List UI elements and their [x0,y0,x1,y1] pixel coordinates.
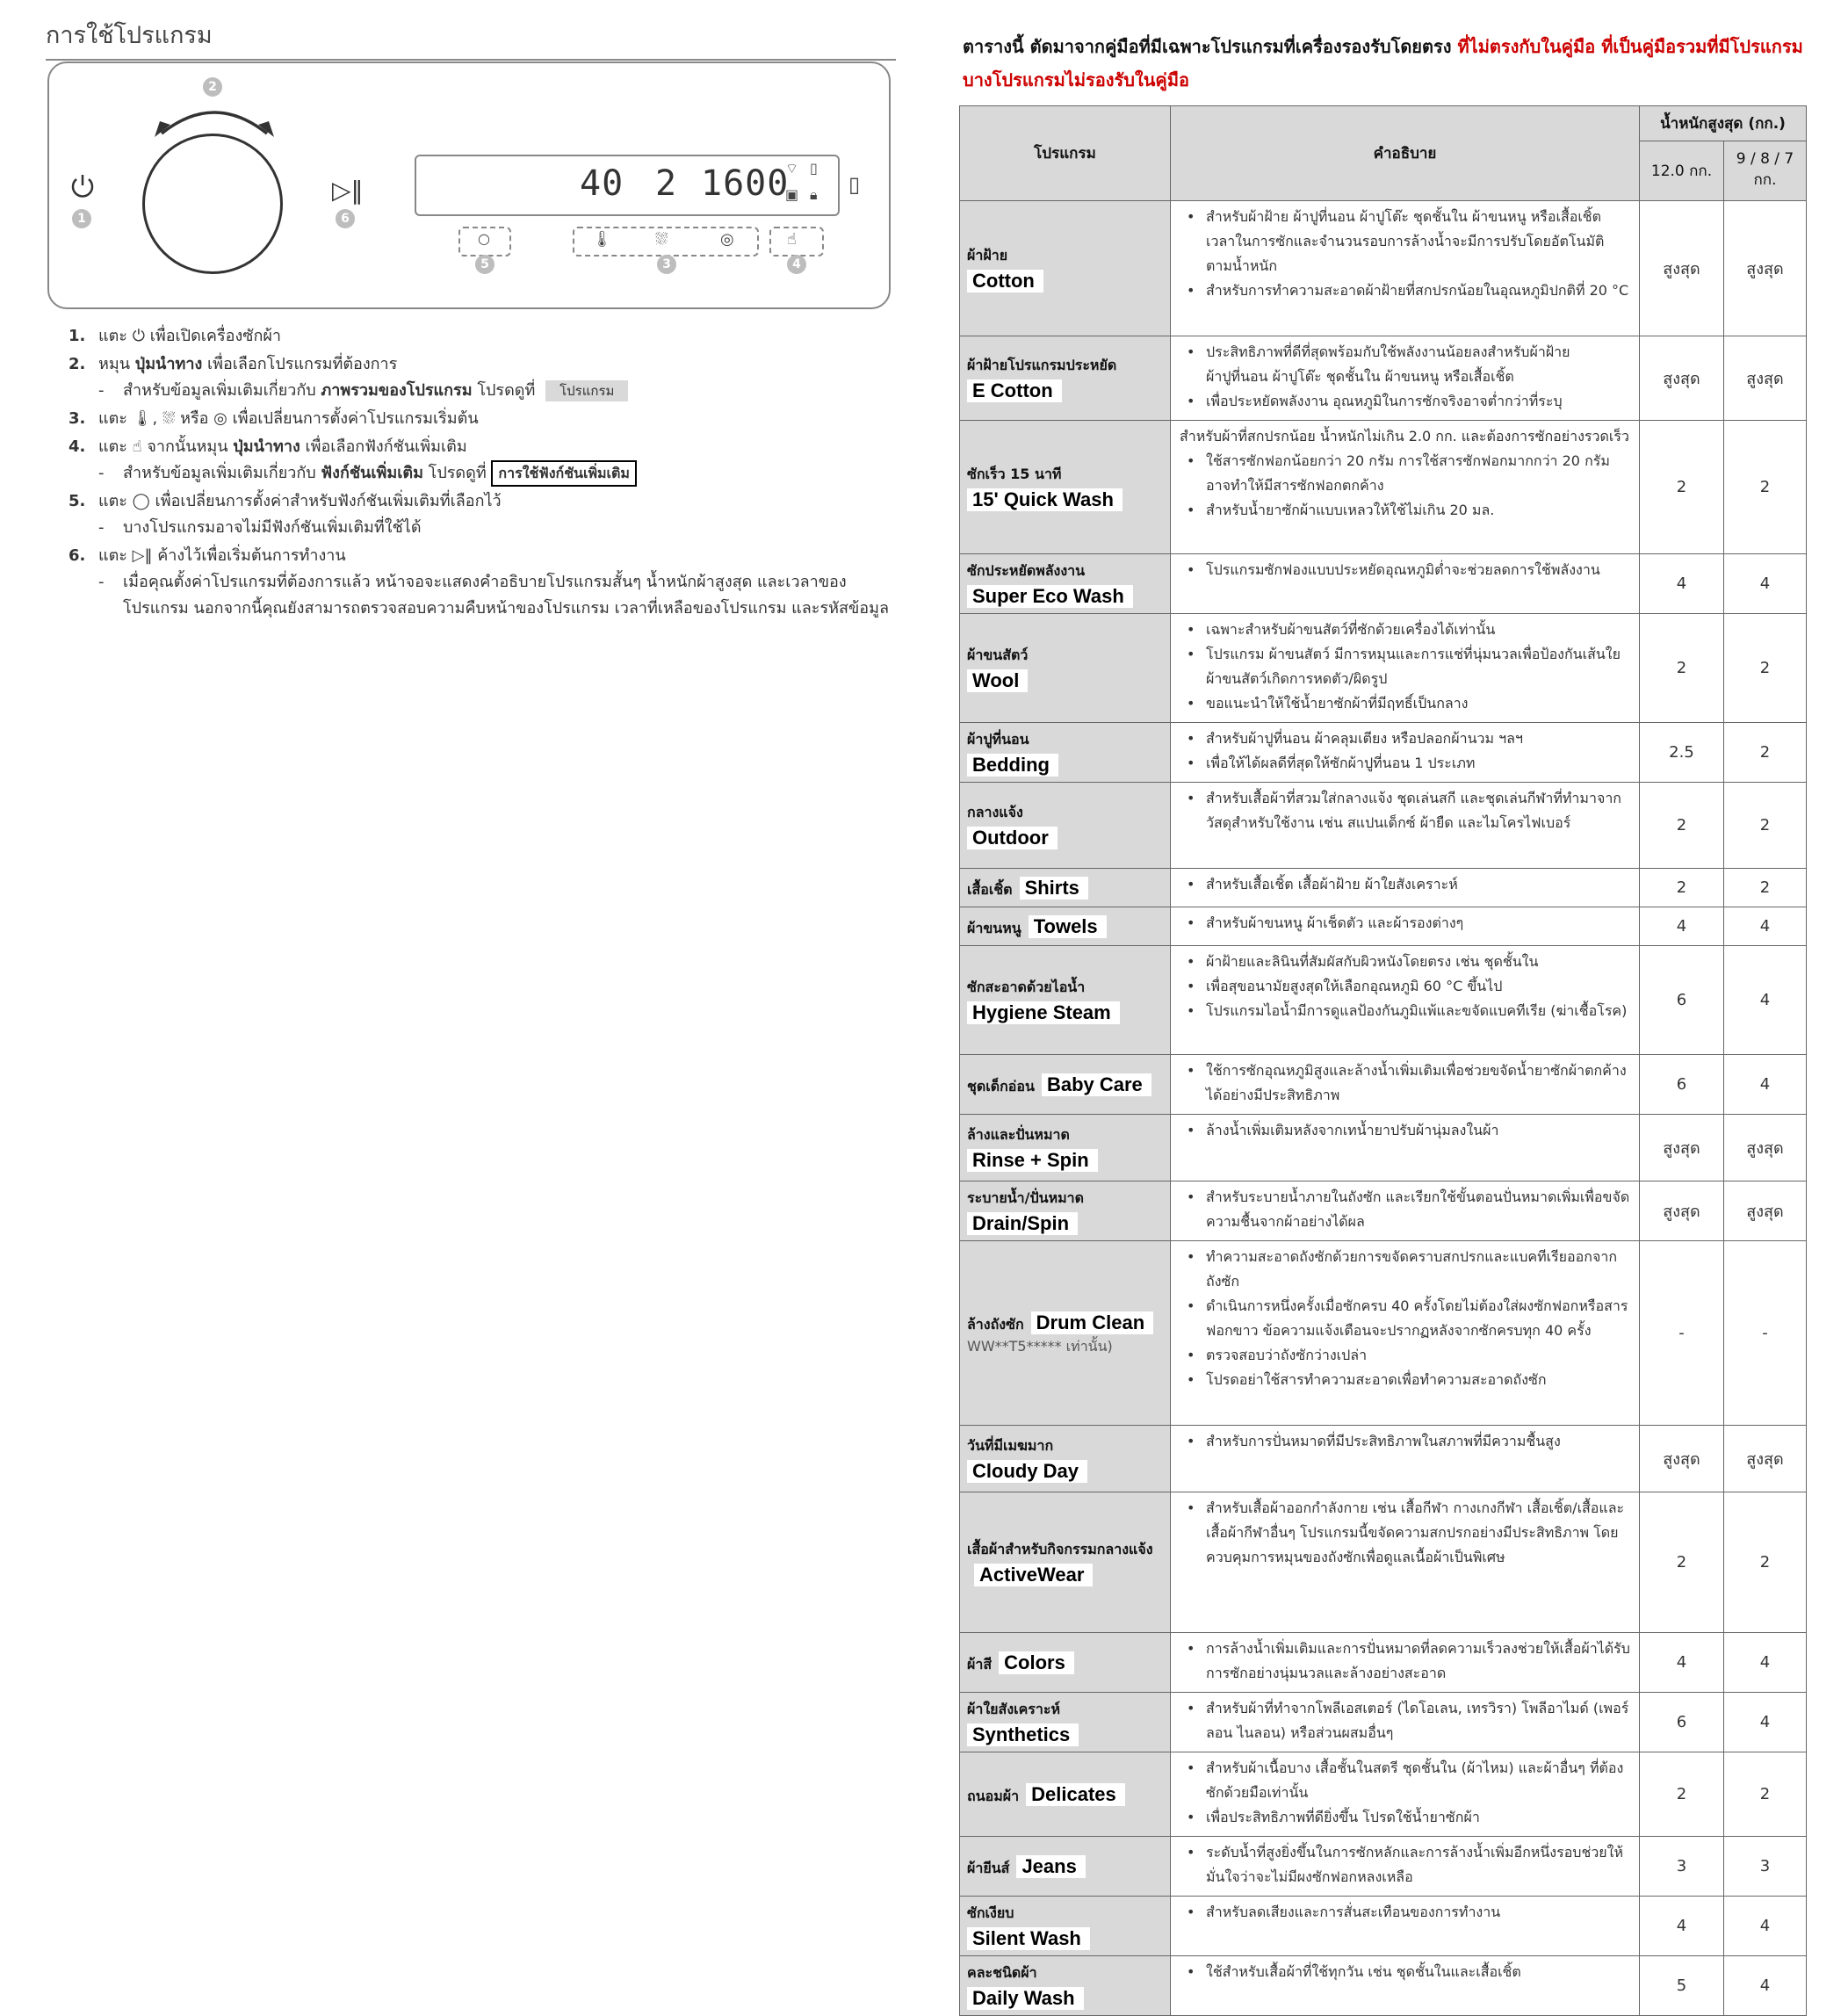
settings-button-group [573,227,759,257]
left-section [46,16,896,61]
max-weight-12kg: 2 [1640,1752,1724,1837]
program-english-name: Daily Wash [967,1987,1084,2010]
table-row [960,869,1807,907]
program-thai-name: ซักประหยัดพลังงาน [967,561,1086,579]
program-thai-name: ซักสะอาดด้วยไอน้ำ [967,978,1086,995]
smart-check-icon: ▣ [785,186,799,203]
description-bullet: • เฉพาะสำหรับผ้าขนสัตว์ที่ซักด้วยเครื่องได้เท่านั้น [1180,618,1630,642]
program-english-name: Outdoor [967,827,1058,849]
start-pause-icon: ▷‖ [332,176,364,205]
description-bullet: • ประสิทธิภาพที่ดีที่สุดพร้อมกับใช้พลังงานน้อยลงสำหรับผ้าฝ้าย ผ้าปูที่นอน ผ้าปูโต๊ะ ชุดชั้นใน ผ้าขนหนู หรือเสื้อเชิ้ต [1180,340,1630,389]
table-row [960,554,1807,614]
program-thai-name: ผ้าสี [967,1656,993,1673]
max-weight-987kg: สูงสุด [1724,336,1807,421]
max-weight-987kg: 4 [1724,1956,1807,2016]
program-english-name: Towels [1029,915,1107,938]
program-description-cell [1171,1055,1640,1115]
marker-5: 5 [475,255,494,274]
description-list [1180,618,1630,716]
marker-2: 2 [203,77,222,97]
max-weight-987kg: 4 [1724,1693,1807,1752]
description-bullet: • ล้างน้ำเพิ่มเติมหลังจากเทน้ำยาปรับผ้านุ่มลงในผ้า [1180,1118,1630,1143]
header-description: คำอธิบาย [1171,106,1640,201]
step-4-note: - สำหรับข้อมูลเพิ่มเติมเกี่ยวกับ ฟังก์ชันเพิ่มเติม โปรดดูที่ การใช้ฟังก์ชันเพิ่มเติม [69,460,903,487]
spin-icon: ◎ [720,230,734,249]
max-weight-12kg: 6 [1640,1055,1724,1115]
program-thai-name: ผ้าฝ้าย [967,246,1008,264]
description-list [1180,205,1630,303]
program-english-name: Super Eco Wash [967,585,1133,608]
program-thai-name: ล้างถังซัก [967,1315,1024,1333]
table-row [960,1837,1807,1897]
power-icon: ⏻ [132,327,145,345]
program-name-cell [960,1426,1171,1492]
max-weight-987kg: - [1724,1241,1807,1426]
max-weight-987kg: 4 [1724,946,1807,1055]
description-list [1180,1696,1630,1745]
program-name-cell [960,1752,1171,1837]
table-row [960,1956,1807,2016]
step-6: 6. แตะ ▷‖ ค้างไว้เพื่อเริ่มต้นการทำงาน [69,546,346,565]
description-list [1180,1637,1630,1686]
program-name-cell [960,201,1171,336]
max-weight-12kg: 2 [1640,783,1724,869]
description-bullet: • สำหรับเสื้อเชิ้ต เสื้อผ้าฝ้าย ผ้าใยสังเคราะห์ [1180,872,1630,897]
program-thai-name: วันที่มีเมฆมาก [967,1436,1054,1454]
description-list [1180,1185,1630,1234]
description-bullet: • ทำความสะอาดถังซักด้วยการขจัดคราบสกปรกและแบคทีเรียออกจากถังซัก [1180,1245,1630,1294]
program-name-cell [960,723,1171,783]
description-list [1180,1756,1630,1830]
max-weight-987kg: 2 [1724,869,1807,907]
step-5: 5. แตะ ◯ เพื่อเปลี่ยนการตั้งค่าสำหรับฟังก์ชันเพิ่มเติมที่เลือกไว้ [69,492,502,510]
program-name-cell [960,1837,1171,1897]
table-row [960,1055,1807,1115]
instruction-steps [69,323,903,622]
max-weight-12kg: 4 [1640,907,1724,946]
program-description-cell [1171,1752,1640,1837]
description-bullet: • ตรวจสอบว่าถังซักว่างเปล่า [1180,1343,1630,1368]
program-description-cell [1171,907,1640,946]
step-5-note: - บางโปรแกรมอาจไม่มีฟังก์ชันเพิ่มเติมที่ใช้ได้ [69,515,903,541]
child-lock-icon: 🔒︎ [810,186,818,203]
max-weight-987kg: สูงสุด [1724,1115,1807,1181]
description-bullet: • ดำเนินการหนึ่งครั้งเมื่อซักครบ 40 ครั้งโดยไม่ต้องใส่ผงซักฟอกหรือสารฟอกขาว ข้อความแจ้งเตือนจะปรากฏหลังจากซักครบทุก 40 ครั้ง [1180,1294,1630,1343]
program-thai-name: ผ้าขนสัตว์ [967,646,1029,663]
option-button-group [458,227,511,257]
program-thai-name: ผ้าใยสังเคราะห์ [967,1700,1061,1717]
program-english-name: Rinse + Spin [967,1149,1098,1172]
table-row [960,1693,1807,1752]
program-description-cell [1171,869,1640,907]
program-table [959,105,1807,2016]
table-row [960,1752,1807,1837]
program-name-cell [960,783,1171,869]
description-list [1180,911,1630,936]
program-english-name: Cloudy Day [967,1460,1087,1483]
description-intro: สำหรับผ้าที่สกปรกน้อย น้ำหนักไม่เกิน 2.0 กก. และต้องการซักอย่างรวดเร็ว [1180,428,1629,444]
program-description-cell [1171,1956,1640,2016]
section-title: การใช้โปรแกรม [46,16,896,61]
header-987kg: 9 / 8 / 7 กก. [1724,141,1807,201]
description-bullet: • สำหรับการทำความสะอาดผ้าฝ้ายที่สกปรกน้อยในอุณหภูมิปกติที่ 20 °C [1180,278,1630,303]
header-program: โปรแกรม [960,106,1171,201]
description-bullet: • เพื่อประหยัดพลังงาน อุณหภูมิในการซักจริงอาจต่ำกว่าที่ระบุ [1180,389,1630,414]
description-list [1180,1429,1630,1454]
program-name-cell [960,1693,1171,1752]
max-weight-987kg: 4 [1724,554,1807,614]
max-weight-987kg: สูงสุด [1724,1426,1807,1492]
program-thai-name: ถนอมผ้า [967,1788,1020,1804]
description-bullet: • โปรแกรม ผ้าขนสัตว์ มีการหมุนและการแช่ที่นุ่มนวลเพื่อป้องกันเส้นใยผ้าขนสัตว์เกิดการหดตัว/ผิดรูป [1180,642,1630,691]
max-weight-12kg: 6 [1640,946,1724,1055]
program-description-cell [1171,1492,1640,1633]
program-thai-name: ระบายน้ำ/ปั่นหมาด [967,1189,1085,1206]
program-description-cell [1171,783,1640,869]
table-row [960,1241,1807,1426]
max-weight-12kg: สูงสุด [1640,336,1724,421]
option-select-group [769,227,824,257]
table-row [960,723,1807,783]
description-bullet: • เพื่อสุขอนามัยสูงสุดให้เลือกอุณหภูมิ 60 °C ขึ้นไป [1180,974,1630,999]
hand-touch-icon: ☝ [787,230,797,249]
description-bullet: • สำหรับผ้าขนหนู ผ้าเช็ดตัว และผ้ารองต่างๆ [1180,911,1630,936]
rotate-arrow-icon [153,98,276,137]
step-1: 1. แตะ ⏻ เพื่อเปิดเครื่องซักผ้า [69,323,903,350]
program-description-cell [1171,554,1640,614]
max-weight-12kg: 2 [1640,1492,1724,1633]
table-row [960,1492,1807,1633]
max-weight-12kg: - [1640,1241,1724,1426]
description-list [1180,950,1630,1023]
description-bullet: • โปรแกรมซักฟองแบบประหยัดอุณหภูมิต่ำจะช่วยลดการใช้พลังงาน [1180,558,1630,582]
program-thai-name: เสื้อเชิ้ต [967,881,1013,898]
max-weight-987kg: สูงสุด [1724,201,1807,336]
program-description-cell [1171,1181,1640,1241]
max-weight-12kg: สูงสุด [1640,201,1724,336]
display-spin: 1600 [701,163,790,204]
step-2-note: - สำหรับข้อมูลเพิ่มเติมเกี่ยวกับ ภาพรวมของโปรแกรม โปรดดูที่ โปรแกรม [69,378,903,404]
temperature-icon: 🌡︎ [592,230,612,249]
smart-control-icon: ▯ [848,172,861,197]
header-12kg: 12.0 กก. [1640,141,1724,201]
description-list [1180,872,1630,897]
max-weight-987kg: 4 [1724,1055,1807,1115]
table-row [960,1426,1807,1492]
max-weight-987kg: 4 [1724,907,1807,946]
display-screen [415,155,840,216]
program-english-name: Shirts [1020,877,1088,900]
description-list [1180,1059,1630,1108]
display-temp: 40 [580,163,624,204]
description-bullet: • ระดับน้ำที่สูงยิ่งขึ้นในการซักหลักและการล้างน้ำเพิ่มอีกหนึ่งรอบช่วยให้มั่นใจว่าจะไม่มีผงซักฟอกหลงเหลือ [1180,1840,1630,1890]
program-description-cell [1171,614,1640,723]
step-6-note: - เมื่อคุณตั้งค่าโปรแกรมที่ต้องการแล้ว หน้าจอจะแสดงคำอธิบายโปรแกรมสั้นๆ น้ำหนักผ้าสูงสุด และเวลาของโปรแกรม นอกจากนี้คุณยังสามารถตรวจสอบความคืบหน้าของโปรแกรม เวลาที่เหลือของโปรแกรม และรหัสข้อมูล [69,569,903,622]
description-bullet: • โปรแกรมไอน้ำมีการดูแลป้องกันภูมิแพ้และขจัดแบคทีเรีย (ฆ่าเชื้อโรค) [1180,999,1630,1023]
description-list [1180,558,1630,582]
program-name-cell [960,614,1171,723]
rinse-icon: ⛆ [655,230,668,249]
program-english-name: Cotton [967,270,1043,293]
table-row [960,1115,1807,1181]
program-thai-name: ผ้าขนหนู [967,920,1021,936]
program-thai-name: เสื้อผ้าสำหรับกิจกรรมกลางแจ้ง [967,1540,1153,1557]
program-thai-name: ผ้าปูที่นอน [967,730,1029,748]
program-english-name: Bedding [967,754,1058,777]
program-thai-name: ล้างและปั่นหมาด [967,1125,1070,1143]
max-weight-987kg: 2 [1724,783,1807,869]
max-weight-12kg: สูงสุด [1640,1115,1724,1181]
program-name-cell [960,869,1171,907]
program-name-cell [960,1633,1171,1693]
max-weight-987kg: 2 [1724,723,1807,783]
table-row [960,421,1807,554]
marker-4: 4 [787,255,806,274]
table-row [960,614,1807,723]
program-english-name: ActiveWear [974,1564,1093,1586]
max-weight-987kg: 4 [1724,1897,1807,1956]
program-model-note: WW**T5***** เท่านั้น) [967,1337,1113,1355]
max-weight-12kg: สูงสุด [1640,1181,1724,1241]
max-weight-12kg: 3 [1640,1837,1724,1897]
max-weight-12kg: 6 [1640,1693,1724,1752]
program-english-name: E Cotton [967,379,1062,402]
description-list [1180,1960,1630,1984]
description-list [1180,1840,1630,1890]
display-rinse: 2 [655,163,678,204]
program-thai-name: ชุดเด็กอ่อน [967,1078,1035,1095]
table-note [963,30,1832,97]
marker-3: 3 [657,255,676,274]
description-list [1180,449,1630,523]
program-description-cell [1171,1897,1640,1956]
option-circle-icon: ○ [478,230,490,247]
table-row [960,783,1807,869]
program-english-name: Synthetics [967,1723,1079,1746]
program-name-cell [960,1181,1171,1241]
step-2: 2. หมุน ปุ่มนำทาง เพื่อเลือกโปรแกรมที่ต้องการ [69,355,398,373]
description-list [1180,1900,1630,1925]
description-bullet: • เพื่อประสิทธิภาพที่ดียิ่งขึ้น โปรดใช้น้ำยาซักผ้า [1180,1805,1630,1830]
program-description-cell [1171,1837,1640,1897]
navigation-dial [142,134,283,274]
program-description-cell [1171,723,1640,783]
program-table-body [960,201,1807,2016]
note-black-text: ตารางนี้ ตัดมาจากคู่มือที่มีเฉพาะโปรแกรมที่เครื่องรองรับโดยตรง [963,36,1452,57]
max-weight-12kg: 2 [1640,869,1724,907]
description-list [1180,786,1630,835]
max-weight-12kg: 2 [1640,421,1724,554]
max-weight-987kg: 3 [1724,1837,1807,1897]
marker-6: 6 [336,209,355,228]
description-bullet: • สำหรับผ้าปูที่นอน ผ้าคลุมเตียง หรือปลอกผ้านวม ฯลฯ [1180,726,1630,751]
program-description-cell [1171,1633,1640,1693]
table-row [960,907,1807,946]
program-thai-name: ผ้าฝ้ายโปรแกรมประหยัด [967,356,1117,373]
program-english-name: 15' Quick Wash [967,488,1123,511]
description-bullet: • ใช้สารซักฟอกน้อยกว่า 20 กรัม การใช้สารซักฟอกมากกว่า 20 กรัมอาจทำให้มีสารซักฟอกตกค้าง [1180,449,1630,498]
max-weight-12kg: สูงสุด [1640,1426,1724,1492]
program-thai-name: ผ้ายีนส์ [967,1860,1010,1876]
program-name-cell [960,1241,1171,1426]
program-description-cell [1171,1115,1640,1181]
marker-1: 1 [72,209,91,228]
program-name-cell [960,554,1171,614]
max-weight-12kg: 4 [1640,1897,1724,1956]
max-weight-987kg: 2 [1724,1752,1807,1837]
program-name-cell [960,1492,1171,1633]
max-weight-12kg: 4 [1640,1633,1724,1693]
program-description-cell [1171,1241,1640,1426]
description-bullet: • สำหรับน้ำยาซักผ้าแบบเหลวให้ใช้ไม่เกิน 20 มล. [1180,498,1630,523]
max-weight-987kg: 2 [1724,421,1807,554]
program-english-name: Hygiene Steam [967,1001,1120,1024]
max-weight-12kg: 5 [1640,1956,1724,2016]
table-row [960,201,1807,336]
control-panel-diagram [47,61,891,309]
description-list [1180,1245,1630,1392]
description-bullet: • ใช้สำหรับเสื้อผ้าที่ใช้ทุกวัน เช่น ชุดชั้นในและเสื้อเชิ้ต [1180,1960,1630,1984]
description-bullet: • โปรดอย่าใช้สารทำความสะอาดเพื่อทำความสะอาดถังซัก [1180,1368,1630,1392]
wifi-icon: ⌔ [785,160,799,177]
description-bullet: • สำหรับระบายน้ำภายในถังซัก และเรียกใช้ขั้นตอนปั่นหมาดเพิ่มเพื่อขจัดความชื้นจากผ้าอย่างได้ผล [1180,1185,1630,1234]
program-english-name: Colors [999,1651,1074,1674]
step-3: 3. แตะ 🌡, ⛆ หรือ ◎ เพื่อเปลี่ยนการตั้งค่าโปรแกรมเริ่มต้น [69,409,479,428]
max-weight-987kg: สูงสุด [1724,1181,1807,1241]
description-list [1180,1496,1630,1570]
table-row [960,1633,1807,1693]
program-thai-name: ซักเร็ว 15 นาที [967,465,1062,482]
description-bullet: • สำหรับลดเสียงและการสั่นสะเทือนของการทำงาน [1180,1900,1630,1925]
description-list [1180,340,1630,414]
program-name-cell [960,1115,1171,1181]
description-bullet: • สำหรับเสื้อผ้าที่สวมใส่กลางแจ้ง ชุดเล่นสกี และชุดเล่นกีฬาที่ทำมาจากวัสดุสำหรับใช้งาน เช่น สแปนเด็กซ์ ผ้ายืด และไมโครไฟเบอร์ [1180,786,1630,835]
program-english-name: Delicates [1026,1783,1125,1806]
table-row [960,946,1807,1055]
description-bullet: • สำหรับผ้าที่ทำจากโพลีเอสเตอร์ (ไดโอเลน, เทรวิรา) โพลีอาไมด์ (เพอร์ลอน ไนลอน) หรือส่วนผสมอื่นๆ [1180,1696,1630,1745]
step-4: 4. แตะ ☝ จากนั้นหมุน ปุ่มนำทาง เพื่อเลือกฟังก์ชันเพิ่มเติม [69,437,467,456]
description-bullet: • สำหรับผ้าเนื้อบาง เสื้อชั้นในสตรี ชุดชั้นใน (ผ้าไหม) และผ้าอื่นๆ ที่ต้องซักด้วยมือเท่านั้น [1180,1756,1630,1805]
program-link-chip[interactable]: โปรแกรม [545,380,628,401]
note-red-text: ที่ไม่ตรงกับในคู่มือ ที่เป็นคู่มือรวมที่มีโปรแกรมบางโปรแกรมไม่รองรับในคู่มือ [963,36,1803,90]
max-weight-987kg: 4 [1724,1633,1807,1693]
program-description-cell [1171,201,1640,336]
program-name-cell [960,907,1171,946]
program-thai-name: คละชนิดผ้า [967,1963,1037,1981]
program-english-name: Drain/Spin [967,1212,1078,1235]
program-name-cell [960,336,1171,421]
program-description-cell [1171,421,1640,554]
description-bullet: • สำหรับการปั่นหมาดที่มีประสิทธิภาพในสภาพที่มีความชื้นสูง [1180,1429,1630,1454]
extra-function-link[interactable]: การใช้ฟังก์ชันเพิ่มเติม [491,460,637,487]
max-weight-12kg: 4 [1640,554,1724,614]
program-name-cell [960,1956,1171,2016]
remote-icon: ▯ [810,160,818,177]
max-weight-12kg: 2.5 [1640,723,1724,783]
description-bullet: • ใช้การซักอุณหภูมิสูงและล้างน้ำเพิ่มเติมเพื่อช่วยขจัดน้ำยาซักผ้าตกค้างได้อย่างมีประสิทธิภาพ [1180,1059,1630,1108]
description-bullet: • เพื่อให้ได้ผลดีที่สุดให้ซักผ้าปูที่นอน 1 ประเภท [1180,751,1630,776]
description-list [1180,1118,1630,1143]
table-row [960,336,1807,421]
table-row [960,1181,1807,1241]
description-bullet: • ผ้าฝ้ายและลินินที่สัมผัสกับผิวหนังโดยตรง เช่น ชุดชั้นใน [1180,950,1630,974]
description-bullet: • ขอแนะนำให้ใช้น้ำยาซักผ้าที่มีฤทธิ์เป็นกลาง [1180,691,1630,716]
description-bullet: • สำหรับเสื้อผ้าออกกำลังกาย เช่น เสื้อกีฬา กางเกงกีฬา เสื้อเชิ้ต/เสื้อและเสื้อผ้ากีฬาอื่นๆ โปรแกรมนี้ขจัดความสกปรกอย่างมีประสิทธิภาพ โดยควบคุมการหมุนของถังซักเพื่อดูแลเนื้อผ้าเป็นพิเศษ [1180,1496,1630,1570]
program-english-name: Wool [967,669,1028,692]
program-description-cell [1171,1693,1640,1752]
header-max-weight: น้ำหนักสูงสุด (กก.) [1640,106,1807,141]
table-row [960,1897,1807,1956]
program-description-cell [1171,946,1640,1055]
power-icon [67,170,98,202]
program-english-name: Baby Care [1042,1073,1151,1096]
max-weight-987kg: 2 [1724,1492,1807,1633]
description-list [1180,726,1630,776]
program-name-cell [960,421,1171,554]
program-description-cell [1171,1426,1640,1492]
program-english-name: Jeans [1016,1855,1085,1878]
program-description-cell [1171,336,1640,421]
program-thai-name: กลางแจ้ง [967,803,1023,820]
program-name-cell [960,1055,1171,1115]
program-thai-name: ซักเงียบ [967,1904,1014,1921]
program-name-cell [960,1897,1171,1956]
max-weight-987kg: 2 [1724,614,1807,723]
description-bullet: • สำหรับผ้าฝ้าย ผ้าปูที่นอน ผ้าปูโต๊ะ ชุดชั้นใน ผ้าขนหนู หรือเสื้อเชิ้ต เวลาในการซักและจำนวนรอบการล้างน้ำจะมีการปรับโดยอัตโนมัติตามน้ำหนัก [1180,205,1630,278]
program-english-name: Drum Clean [1031,1311,1153,1334]
description-bullet: • การล้างน้ำเพิ่มเติมและการปั่นหมาดที่ลดความเร็วลงช่วยให้เสื้อผ้าได้รับการซักอย่างนุ่มนวลและล้างอย่างสะอาด [1180,1637,1630,1686]
program-english-name: Silent Wash [967,1927,1090,1950]
max-weight-12kg: 2 [1640,614,1724,723]
program-name-cell [960,946,1171,1055]
